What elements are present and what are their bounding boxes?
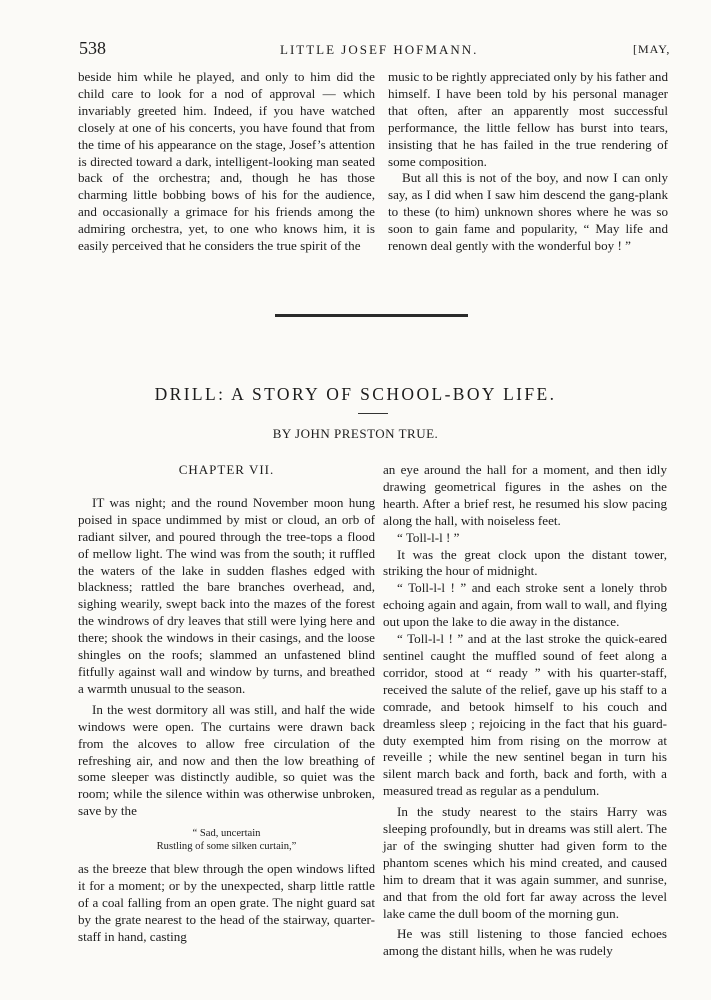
paragraph: “ Toll-l-l ! ” and at the last stroke the quick-eared sentinel caught the muffled sound of feet along a corridor, stood at “ ready ” with his quarter-staff, received the salute of the relief, gave up his staff to a comrade, and betook himself to his couch and dreamless sleep ; rejoicing in the fact that his guard-duty exempted him from rising on the morrow at reveille ; while the new sentinel began in turn his silent march back and forth, back and forth, with a measured tread as regular as a pendulum.	[383, 631, 667, 799]
paragraph: music to be rightly appreciated only by his father and himself. I have been told by his personal manager that often, after an apparently most successful performance, the little fellow has burst into tears, insisting that he has failed in the true rendering of some composition.	[388, 69, 668, 169]
title-rule	[358, 413, 388, 414]
paragraph: as the breeze that blew through the open windows lifted it for a moment; or by the unexpected, sharp little rattle of a coal falling from an open grate. The night guard sat by the grate nearest to the head of the stairway, quarter-staff in hand, casting	[78, 861, 375, 944]
paragraph: beside him while he played, and only to him did the child care to look for a nod of approval — which invariably greeted him. Indeed, if you have watched closely at one of his concerts, you have found that from the time of his appearance on the stage, Josef’s attention is directed toward a dark, intelligent-looking man seated back of the orchestra; and, though he has those charming little bobbing bows of his for the audience, and occasionally a grimace for his friends among the admiring orchestra, yet, to one who knows him, it is easily perceived that he considers the true spirit of the	[78, 69, 375, 254]
story-right-column	[383, 462, 667, 960]
paragraph: “ Toll-l-l ! ”	[397, 529, 460, 545]
verse-quote	[78, 827, 375, 853]
paragraph: IT was night; and the round November moon hung poised in space undimmed by mist or cloud, an orb of radiant silver, and poured through the tree-tops a flood of mellow light. The wind was from the south; it ruffled the waters of the lake in sudden flashes edged with blackness; rattled the bare branches overhead, and, sighing wearily, swept back into the mazes of the forest the windrows of dry leaves that still were lying here and there; shook the windows in their casings, and the loose shingles on the roofs; slammed an unfastened blind fitfully against wall and window by turns, and breathed a warmth unusual to the season.	[78, 494, 375, 696]
page-number: 538	[79, 38, 106, 58]
story-left-column	[78, 462, 375, 946]
verse-line: Rustling of some silken curtain,”	[156, 841, 297, 853]
verse-line: “ Sad, uncertain	[192, 828, 261, 840]
byline: BY JOHN PRESTON TRUE.	[272, 426, 439, 441]
paragraph: He was still listening to those fancied echoes among the distant hills, when he was rudely	[383, 926, 667, 959]
running-head: LITTLE JOSEF HOFMANN.	[280, 42, 479, 57]
section-divider	[275, 314, 468, 317]
paragraph: It was the great clock upon the distant tower, striking the hour of midnight.	[383, 546, 667, 579]
month-mark: [MAY,	[633, 42, 671, 56]
article-end-right-column	[388, 69, 668, 255]
story-title: DRILL: A STORY OF SCHOOL-BOY LIFE.	[154, 384, 557, 404]
article-end-left-column	[78, 69, 375, 255]
chapter-heading: CHAPTER VII.	[178, 462, 275, 477]
paragraph: But all this is not of the boy, and now I can only say, as I did when I saw him descend the gang-plank to these (to him) unknown shores where he was so soon to gain fame and popularity, “ May life and renown deal gently with the wonderful boy ! ”	[388, 170, 668, 254]
paragraph: In the west dormitory all was still, and half the wide windows were open. The curtains were drawn back from the alcoves to allow free circulation of the refreshing air, and now and then the low breathing of some sleeper was distinctly audible, so quiet was the room; while the silence within was otherwise unbroken, save by the	[78, 701, 375, 819]
paragraph: “ Toll-l-l ! ” and each stroke sent a lonely throb echoing again and again, from wall to wall, and flying out upon the lake to die away in the distance.	[383, 580, 667, 630]
paragraph: an eye around the hall for a moment, and then idly drawing geometrical figures in the ashes on the hearth. After a brief rest, he resumed his slow pacing along the hall, with noiseless feet.	[383, 462, 667, 528]
paragraph: In the study nearest to the stairs Harry was sleeping profoundly, but in dreams was still alert. The jar of the swinging shutter had given form to the phantom scenes which his mind created, and caused him to dream that it was again summer, and sunrise, and that from the old fort far away across the level lake came the dull boom of the morning gun.	[383, 804, 667, 921]
